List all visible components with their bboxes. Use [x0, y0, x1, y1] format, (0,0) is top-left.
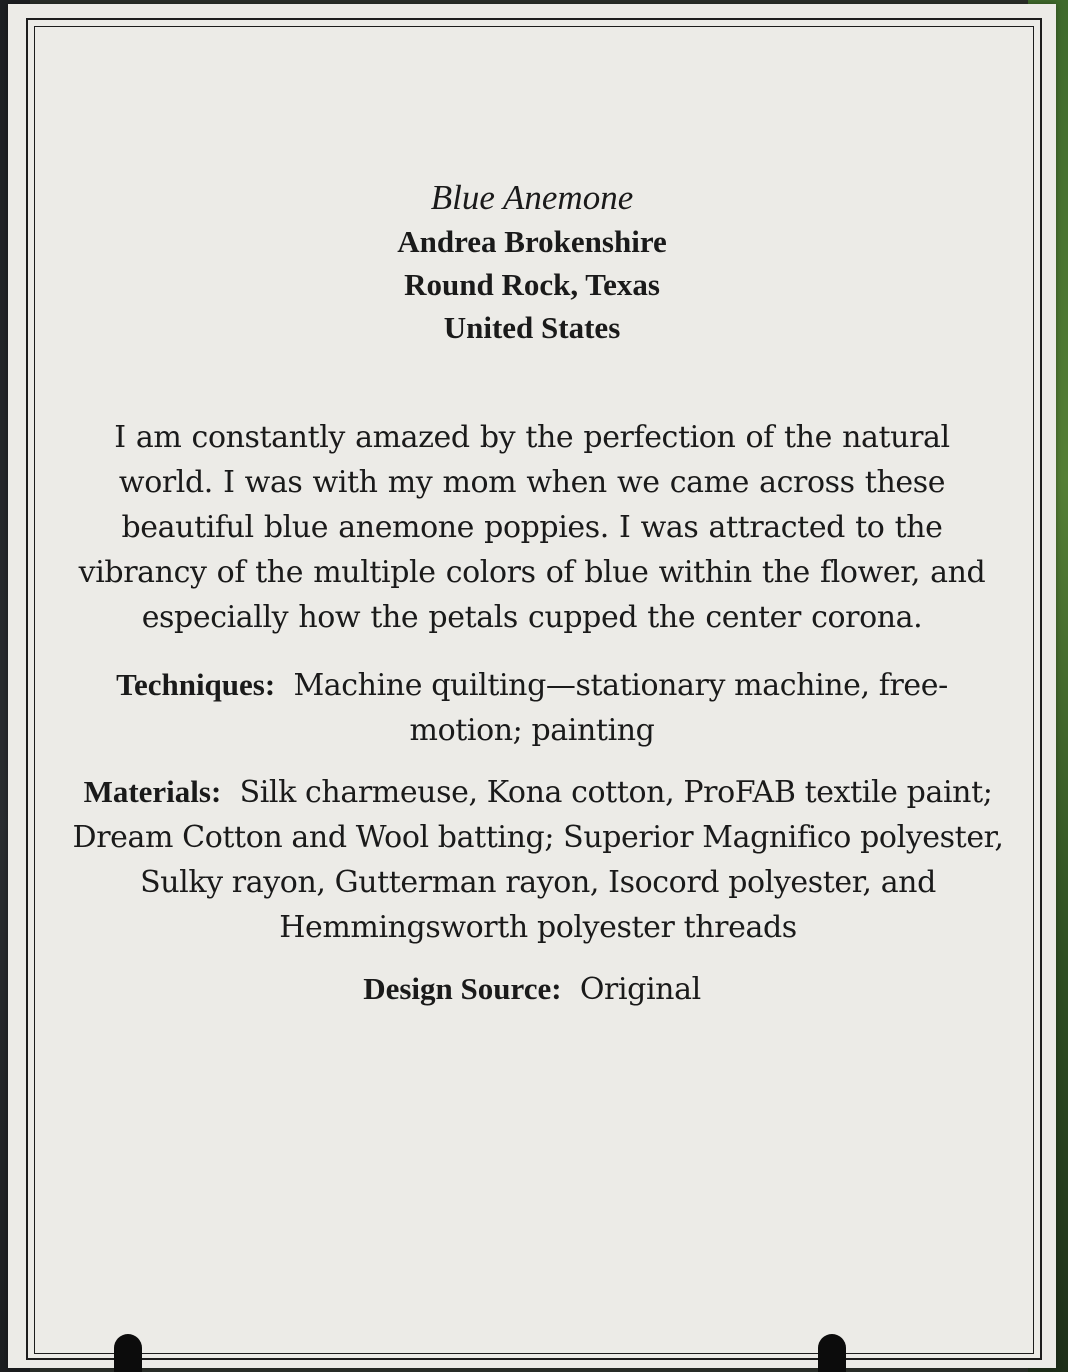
- techniques-section: [82, 662, 982, 753]
- placard: [8, 4, 1056, 1368]
- easel-stand-left: [114, 1334, 142, 1372]
- easel-stand-right: [818, 1334, 846, 1372]
- materials-value: Silk charmeuse, Kona cotton, ProFAB textile paint; Dream Cotton and Wool batting; Superior Magnifico polyester, Sulky rayon, Gutterman rayon, Isocord polyester, and Hemmingsworth polyester threads: [72, 775, 1004, 945]
- design-source-section: [82, 966, 982, 1012]
- techniques-label: Techniques:: [116, 667, 276, 702]
- placard-content: [68, 176, 1004, 1012]
- artist-statement: I am constantly amazed by the perfection of the natural world. I was with my mom when we came across these beautiful blue anemone poppies. I was attracted to the vibrancy of the multiple colors of blue within the flower, and especially how the petals cupped the center corona.: [78, 420, 986, 635]
- artist-country: United States: [443, 310, 621, 345]
- artwork-title: Blue Anemone: [430, 178, 634, 217]
- artist-name: Andrea Brokenshire: [397, 224, 667, 259]
- design-source-value: Original: [579, 972, 701, 1007]
- artist-city-state: Round Rock, Texas: [404, 267, 660, 302]
- design-source-label: Design Source:: [363, 971, 562, 1006]
- materials-section: [68, 769, 1008, 950]
- materials-label: Materials:: [83, 774, 222, 809]
- techniques-value: Machine quilting—stationary machine, free-motion; painting: [293, 668, 948, 748]
